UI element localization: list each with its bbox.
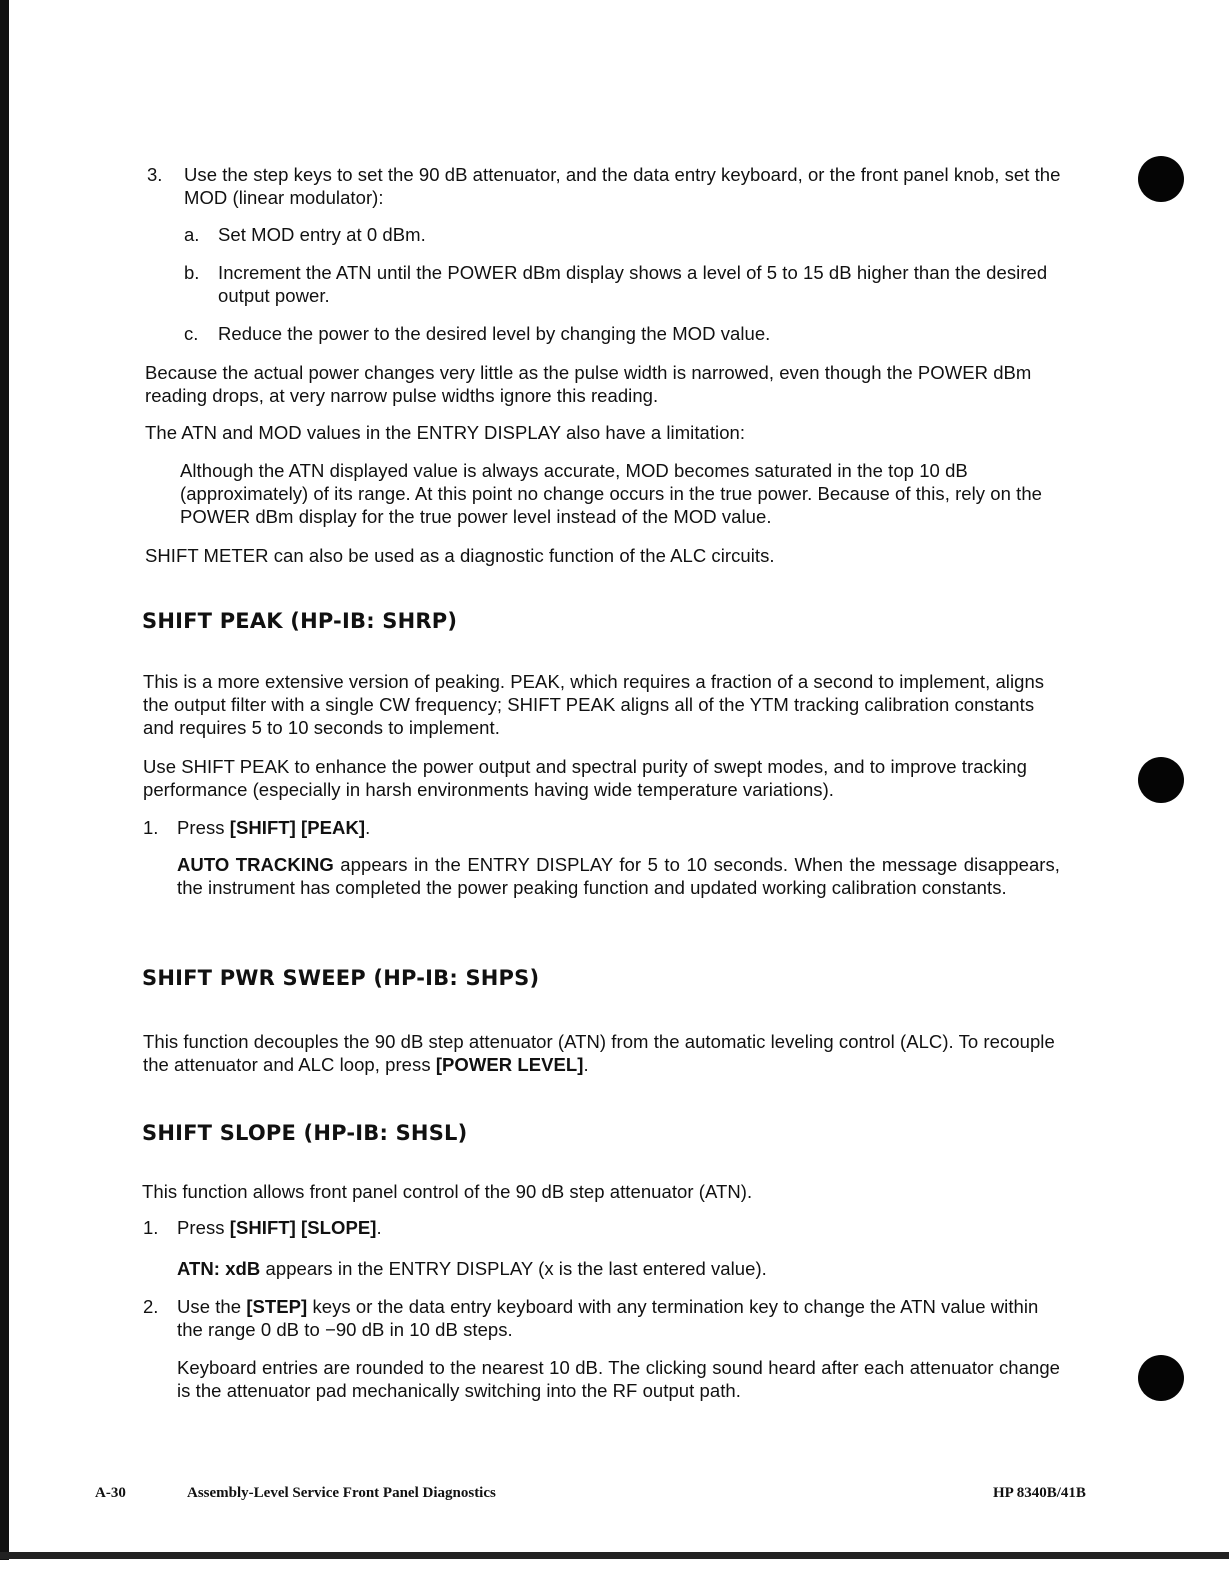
step-2-description: keys or the data entry keyboard with any termination key to change the ATN value within the range 0 dB to −90 dB in 10 dB steps.	[177, 1296, 1039, 1340]
paragraph-shift-meter: SHIFT METER can also be used as a diagnostic function of the ALC circuits.	[145, 545, 775, 566]
paragraph-limitation: The ATN and MOD values in the ENTRY DISPLAY also have a limitation:	[145, 422, 746, 443]
substep-a-label: a.	[184, 224, 200, 245]
auto-tracking-description: appears in the ENTRY DISPLAY for 5 to 10 seconds. When the message disappears, the instrument has completed the power peaking function and updated working calibration constants.	[177, 854, 1060, 898]
shift-slope-step-2-number: 2.	[143, 1296, 159, 1317]
shift-peak-step-1-number: 1.	[143, 817, 159, 838]
heading-shift-peak: SHIFT PEAK (HP-IB: SHRP)	[142, 609, 458, 633]
shift-slope-keys: [SHIFT] [SLOPE]	[229, 1217, 377, 1238]
step-period: .	[365, 817, 371, 838]
step-period: .	[376, 1217, 382, 1238]
left-margin-rule	[0, 0, 9, 1560]
shift-pwr-sweep-paragraph	[143, 1030, 1063, 1076]
step-key: [STEP]	[246, 1296, 308, 1317]
shift-peak-keys: [SHIFT] [PEAK]	[229, 817, 366, 838]
shift-slope-step-2	[177, 1295, 1061, 1341]
power-level-key: [POWER LEVEL]	[435, 1054, 584, 1075]
binder-hole-middle	[1138, 757, 1184, 803]
shift-peak-paragraph-2: Use SHIFT PEAK to enhance the power output and spectral purity of swept modes, and to improve tracking performance (especially in harsh environments having wide temperature variations).	[143, 756, 1027, 800]
paragraph-pulse-width: Because the actual power changes very little as the pulse width is narrowed, even though the POWER dBm reading drops, at very narrow pulse widths ignore this reading.	[145, 362, 1032, 406]
substep-a-text: Set MOD entry at 0 dBm.	[218, 224, 426, 245]
use-the-label: Use the	[177, 1296, 242, 1317]
substep-b-text: Increment the ATN until the POWER dBm display shows a level of 5 to 15 dB higher than the desired output power.	[218, 262, 1048, 306]
press-label: Press	[177, 817, 225, 838]
shift-peak-paragraph-1: This is a more extensive version of peaking. PEAK, which requires a fraction of a second to implement, aligns the output filter with a single CW frequency; SHIFT PEAK aligns all of the YTM tracking calibration constants and requires 5 to 10 seconds to implement.	[143, 671, 1045, 738]
shift-pwr-sweep-text: This function decouples the 90 dB step attenuator (ATN) from the automatic leveling control (ALC). To recouple the attenuator and ALC loop, press	[143, 1031, 1055, 1075]
footer-section-title: Assembly-Level Service Front Panel Diagnostics	[187, 1485, 496, 1501]
shift-slope-step-1-result	[177, 1257, 1057, 1280]
step-3-text: Use the step keys to set the 90 dB attenuator, and the data entry keyboard, or the front panel knob, set the MOD (linear modulator):	[184, 164, 1061, 208]
step-3-number: 3.	[147, 164, 163, 185]
paragraph-mod-saturation: Although the ATN displayed value is always accurate, MOD becomes saturated in the top 10 dB (approximately) of its range. At this point no change occurs in the true power. Because of this, rely on the POWER dBm display for the true power level instead of the MOD value.	[180, 460, 1043, 527]
substep-c-text: Reduce the power to the desired level by changing the MOD value.	[218, 323, 771, 344]
footer-page-number: A-30	[95, 1485, 126, 1501]
substep-b-label: b.	[184, 262, 200, 283]
shift-slope-step-1-number: 1.	[143, 1217, 159, 1238]
footer-model-number: HP 8340B/41B	[993, 1485, 1086, 1501]
shift-slope-intro: This function allows front panel control of the 90 dB step attenuator (ATN).	[142, 1181, 753, 1202]
substep-c-label: c.	[184, 323, 199, 344]
shift-slope-step-2-note: Keyboard entries are rounded to the nearest 10 dB. The clicking sound heard after each attenuator change is the attenuator pad mechanically switching into the RF output path.	[177, 1357, 1060, 1401]
shift-slope-step-1	[177, 1216, 1057, 1239]
heading-shift-pwr-sweep: SHIFT PWR SWEEP (HP-IB: SHPS)	[142, 966, 540, 990]
binder-hole-bottom	[1138, 1355, 1184, 1401]
atn-xdb-description: appears in the ENTRY DISPLAY (x is the last entered value).	[265, 1258, 767, 1279]
sentence-period: .	[583, 1054, 589, 1075]
auto-tracking-message: AUTO TRACKING	[177, 854, 334, 875]
press-label: Press	[177, 1217, 225, 1238]
atn-xdb-message: ATN: xdB	[177, 1258, 261, 1279]
heading-shift-slope: SHIFT SLOPE (HP-IB: SHSL)	[142, 1121, 468, 1145]
binder-hole-top	[1138, 156, 1184, 202]
shift-peak-step-1	[177, 816, 1057, 839]
bottom-margin-rule	[0, 1552, 1229, 1559]
shift-peak-result	[177, 853, 1060, 899]
